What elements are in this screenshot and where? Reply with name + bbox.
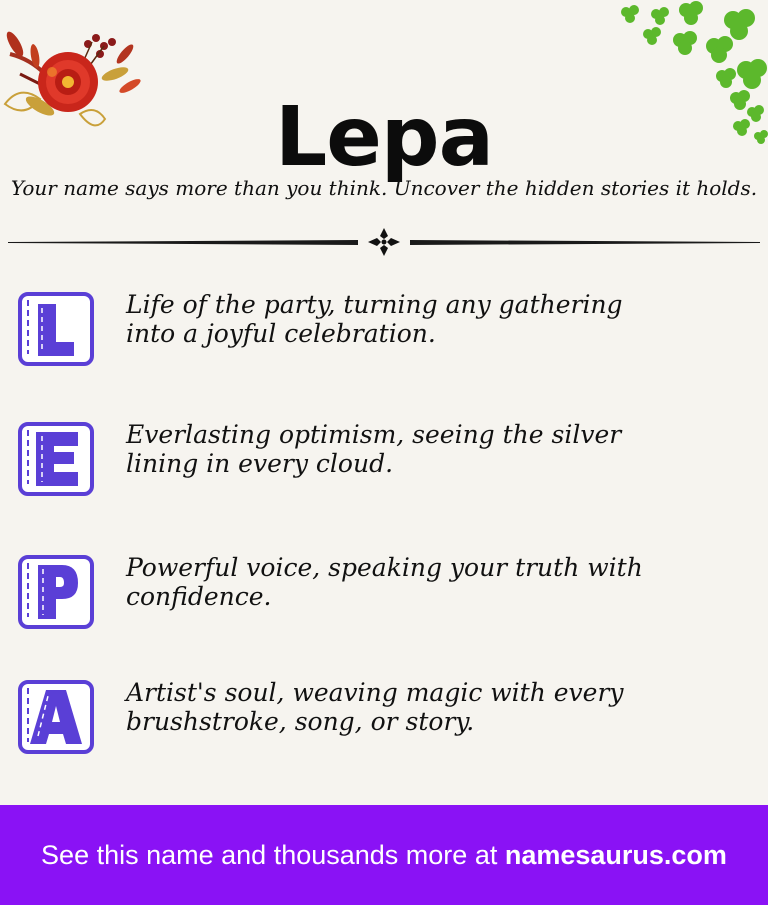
letter-e-badge-icon: [16, 420, 98, 498]
letter-a-meaning: Artist's soul, weaving magic with every brushstroke, song, or story.: [126, 678, 624, 736]
letter-row-a: [16, 678, 736, 758]
letter-row-p: [16, 553, 736, 633]
letter-p-badge-icon: [16, 553, 98, 631]
tagline: Your name says more than you think. Uncover the hidden stories it holds.: [10, 176, 758, 200]
footer-text: See this name and thousands more at: [41, 840, 505, 870]
ornamental-divider: [8, 228, 760, 258]
name-title: Lepa: [275, 89, 493, 185]
letter-row-e: [16, 420, 736, 500]
letter-e-meaning: Everlasting optimism, seeing the silver lining in every cloud.: [126, 420, 622, 478]
letter-row-l: [16, 290, 736, 370]
letter-a-badge-icon: [16, 678, 98, 756]
letter-p-meaning: Powerful voice, speaking your truth with confidence.: [126, 553, 643, 611]
letter-l-badge-icon: [16, 290, 98, 368]
site-link[interactable]: namesaurus.com: [504, 840, 727, 870]
footer-banner: [0, 805, 768, 905]
fleur-ornament-icon: [368, 228, 400, 256]
letter-l-meaning: Life of the party, turning any gathering into a joyful celebration.: [126, 290, 623, 348]
